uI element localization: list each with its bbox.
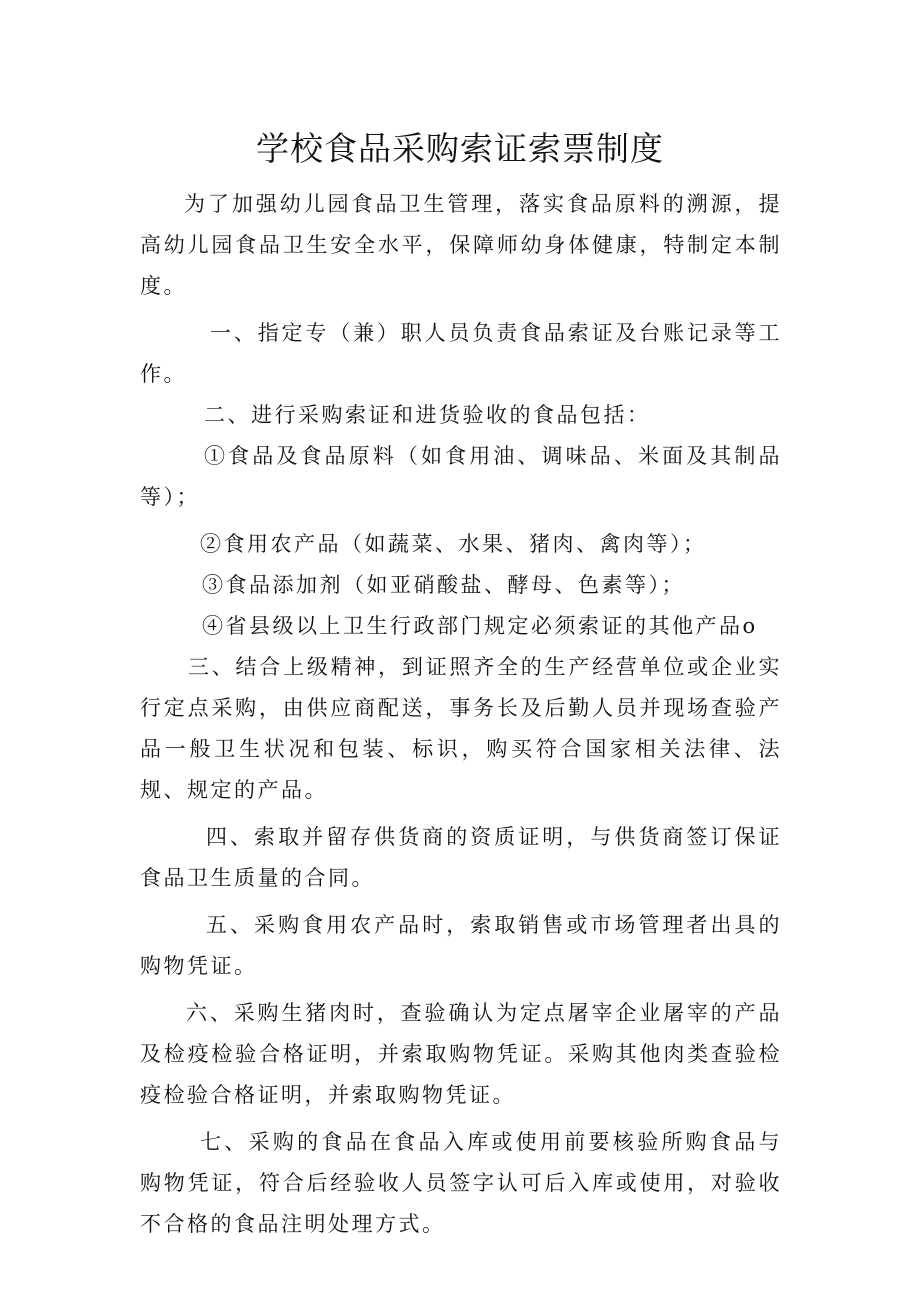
- document-title: 学校食品采购索证索票制度: [256, 129, 664, 168]
- clause-4: 四、索取并留存供货商的资质证明，与供货商签订保证食品卫生质量的合同。: [140, 825, 782, 890]
- clause-3: 三、结合上级精神，到证照齐全的生产经营单位或企业实行定点采购，由供应商配送，事务长及后勤人员并现场查验产品一般卫生状况和包装、标识，购买符合国家相关法律、法规、规定的产品。: [140, 655, 782, 802]
- clause-1: 一、指定专（兼）职人员负责食品索证及台账记录等工作。: [140, 321, 782, 386]
- intro-paragraph: 为了加强幼儿园食品卫生管理，落实食品原料的溯源，提高幼儿园食品卫生安全水平，保障师幼身体健康，特制定本制度。: [140, 192, 782, 298]
- clause-2-item-1: ①食品及食品原料（如食用油、调味品、米面及其制品等）；: [140, 444, 782, 509]
- clause-5: 五、采购食用农产品时，索取销售或市场管理者出具的购物凭证。: [140, 913, 782, 978]
- clause-2-item-3: ③食品添加剂（如亚硝酸盐、酵母、色素等）；: [202, 573, 685, 597]
- clause-2-item-2: ②食用农产品（如蔬菜、水果、猪肉、禽肉等）；: [200, 532, 707, 556]
- document-body: [140, 184, 782, 1245]
- clause-6: 六、采购生猪肉时，查验确认为定点屠宰企业屠宰的产品及检疫检验合格证明，并索取购物凭证。采购其他肉类查验检疫检验合格证明，并索取购物凭证。: [140, 1001, 782, 1107]
- clause-7: 七、采购的食品在食品入库或使用前要核验所购食品与购物凭证，符合后经验收人员签字认可后入库或使用，对验收不合格的食品注明处理方式。: [140, 1130, 782, 1236]
- clause-2-item-4: ④省县级以上卫生行政部门规定必须索证的其他产品o: [202, 614, 758, 638]
- clause-2: 二、进行采购索证和进货验收的食品包括：: [204, 403, 651, 427]
